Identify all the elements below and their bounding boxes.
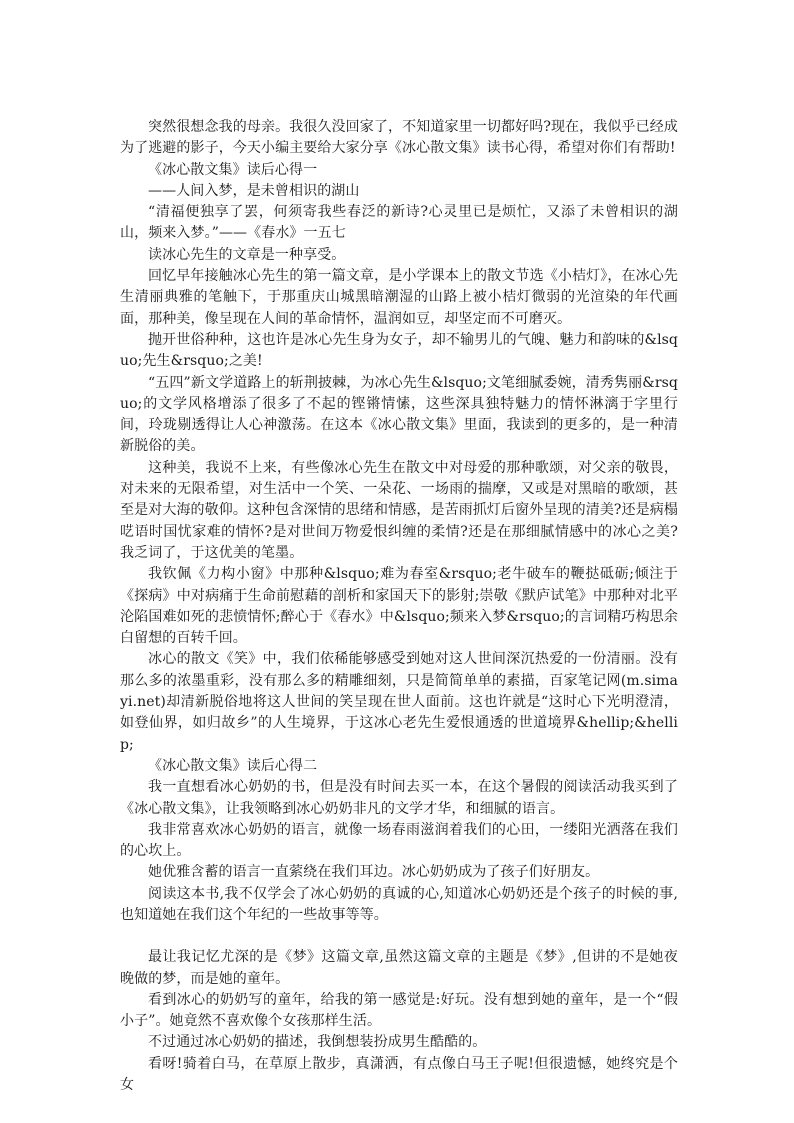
paragraph: 不过通过冰心奶奶的描述，我倒想装扮成男生酷酷的。 bbox=[148, 1034, 487, 1051]
document-body bbox=[120, 117, 678, 1096]
paragraph: 我非常喜欢冰心奶奶的语言，就像一场春雨滋润着我们的心田，一缕阳光洒落在我们的心坎上。 bbox=[120, 821, 678, 860]
section-title-one: 《冰心散文集》读后心得一 bbox=[148, 161, 318, 178]
paragraph: 我一直想看冰心奶奶的书，但是没有时间去买一本，在这个暑假的阅读活动我买到了《冰心散文集》，让我领略到冰心奶奶非凡的文学才华，和细腻的语言。 bbox=[120, 779, 678, 817]
paragraph: 回忆早年接触冰心先生的第一篇文章，是小学课本上的散文节选《小桔灯》，在冰心先生清丽典雅的笔触下，于那重庆山城黑暗潮湿的山路上被小桔灯微弱的光渲染的年代画面，那种美，像呈现在人间的革命情怀，温润如豆，却坚定而不可磨灭。 bbox=[120, 268, 678, 327]
paragraph: 她优雅含蓄的语言一直萦绕在我们耳边。冰心奶奶成为了孩子们好朋友。 bbox=[148, 864, 600, 881]
paragraph: 这种美，我说不上来，有些像冰心先生在散文中对母爱的那种歌颂，对父亲的敬畏，对未来的无限希望，对生活中一个笑、一朵花、一场雨的揣摩，又或是对黑暗的歌颂，甚至是对大海的敬仰。这种包含深情的思绪和情感，是苦雨抓灯后窗外呈现的清美?还是病榻呓语时国忧家难的情怀?是对世间万物爱恨纠缠的柔情?还是在那细腻情感中的冰心之美?我乏词了，于这优美的笔墨。 bbox=[120, 459, 678, 561]
paragraph: 读冰心先生的文章是一种享受。 bbox=[148, 246, 346, 263]
paragraph-intro: 突然很想念我的母亲。我很久没回家了，不知道家里一切都好吗?现在，我似乎已经成为了逃避的影子，今天小编主要给大家分享《冰心散文集》读书心得，希望对你们有帮助! bbox=[120, 119, 678, 157]
paragraph: 看呀!骑着白马，在草原上散步，真潇洒，有点像白马王子呢!但很遗憾，她终究是个女 bbox=[120, 1055, 678, 1094]
paragraph: 看到冰心的奶奶写的童年，给我的第一感觉是:好玩。没有想到她的童年，是一个“假小子”。她竟然不喜欢像个女孩那样生活。 bbox=[120, 991, 678, 1030]
paragraph: 阅读这本书,我不仅学会了冰心奶奶的真诚的心,知道冰心奶奶还是个孩子的时候的事,也知道她在我们这个年纪的一些故事等等。 bbox=[120, 885, 678, 923]
paragraph: 抛开世俗种种，这也许是冰心先生身为女子，却不输男儿的气魄、魅力和韵味的&lsquo;先生&rsquo;之美! bbox=[120, 331, 678, 370]
paragraph: 冰心的散文《笑》中，我们依稀能够感受到她对这人世间深沉热爱的一份清丽。没有那么多的浓墨重彩，没有那么多的精雕细刻，只是简简单单的素描，百家笔记网(m.simayi.net)却清新脱俗地将这人世间的笑呈现在世人面前。这也许就是“这时心下光明澄清，如登仙界，如归故乡”的人生境界，于这冰心老先生爱恨通透的世道境界&hellip;&hellip; bbox=[120, 651, 678, 753]
quote-paragraph: “清福便独享了罢，何须寄我些春泛的新诗?心灵里已是烦忙，又添了未曾相识的湖山，频来入梦。”——《春水》一五七 bbox=[120, 204, 678, 242]
paragraph: “五四”新文学道路上的斩荆披棘，为冰心先生&lsquo;文笔细腻委婉，清秀隽丽&rsquo;的文学风格增添了很多了不起的铿锵情愫，这些深具独特魅力的情怀淋漓于字里行间，玲珑剔透得让人心神激荡。在这本《冰心散文集》里面，我读到的更多的，是一种清新脱俗的美。 bbox=[120, 374, 678, 455]
section-subtitle: ——人间入梦，是未曾相识的湖山 bbox=[148, 182, 360, 199]
section-title-two: 《冰心散文集》读后心得二 bbox=[148, 757, 318, 774]
paragraph: 我钦佩《力构小窗》中那种&lsquo;难为春室&rsquo;老牛破车的鞭挞砥砺;倾注于《探病》中对病痛于生命前慰藉的剖析和家国天下的影射;崇敬《默庐试笔》中那种对北平沦陷国难如死的悲愤情怀;醉心于《春水》中&lsquo;频来入梦&rsquo;的言词精巧构思余白留想的百转千回。 bbox=[120, 566, 678, 647]
paragraph: 最让我记忆尤深的是《梦》这篇文章,虽然这篇文章的主题是《梦》,但讲的不是她夜晚做的梦，而是她的童年。 bbox=[120, 949, 678, 987]
